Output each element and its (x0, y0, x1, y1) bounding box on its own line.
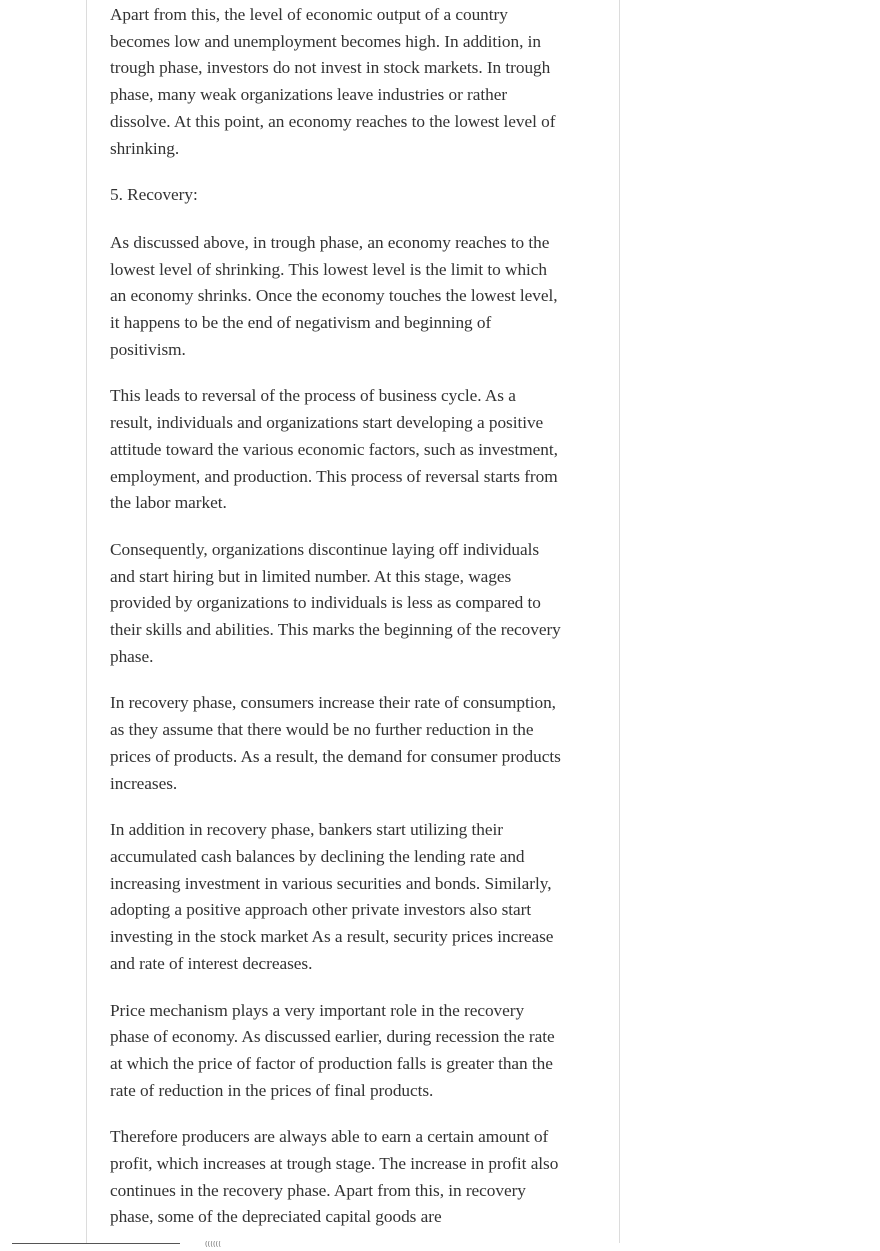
paragraph-recovery-intro: As discussed above, in trough phase, an economy reaches to the lowest level of shrinking. This lowest level is the limit to which an economy shrinks. Once the economy touches the lowest level, it happens to be the end of negativism and beginning of positivism. (110, 232, 558, 359)
paragraph-bankers: In addition in recovery phase, bankers start utilizing their accumulated cash balances by declining the lending rate and increasing investment in various securities and bonds. Similarly, adopting a positive approach other private investors also start investing in the stock market As a result, security prices increase and rate of interest decreases. (110, 820, 554, 973)
paragraph-profit: Therefore producers are always able to earn a certain amount of profit, which increases at trough stage. The increase in profit also continues in the recovery phase. Apart from this, in recovery phase, some of the depreciated capital goods are (110, 1127, 559, 1227)
paragraph-consumption: In recovery phase, consumers increase their rate of consumption, as they assume that there would be no further reduction in the prices of products. As a result, the demand for consumer products increases. (110, 693, 561, 793)
paragraph-cycle-reversal: This leads to reversal of the process of business cycle. As a result, individuals and organizations start developing a positive attitude toward the various economic factors, such as investment, employment, and production. This process of reversal starts from the labor market. (110, 386, 558, 513)
paragraph-hiring: Consequently, organizations discontinue laying off individuals and start hiring but in limited number. At this stage, wages provided by organizations to individuals is less as compared to their skills and abilities. This marks the beginning of the recovery phase. (110, 539, 561, 666)
footer-rule (12, 1243, 180, 1244)
footer-fragment: (((((( (205, 1241, 221, 1247)
article-body (110, 2, 562, 1251)
paragraph-price-mechanism: Price mechanism plays a very important role in the recovery phase of economy. As discussed earlier, during recession the rate at which the price of factor of production falls is greater than the rate of reduction in the prices of final products. (110, 1000, 555, 1100)
paragraph-trough-conclusion: Apart from this, the level of economic output of a country becomes low and unemployment becomes high. In addition, in trough phase, investors do not invest in stock markets. In trough phase, many weak organizations leave industries or rather dissolve. At this point, an economy reaches to the lowest level of shrinking. (110, 5, 556, 158)
section-heading-recovery: 5. Recovery: (110, 185, 198, 205)
